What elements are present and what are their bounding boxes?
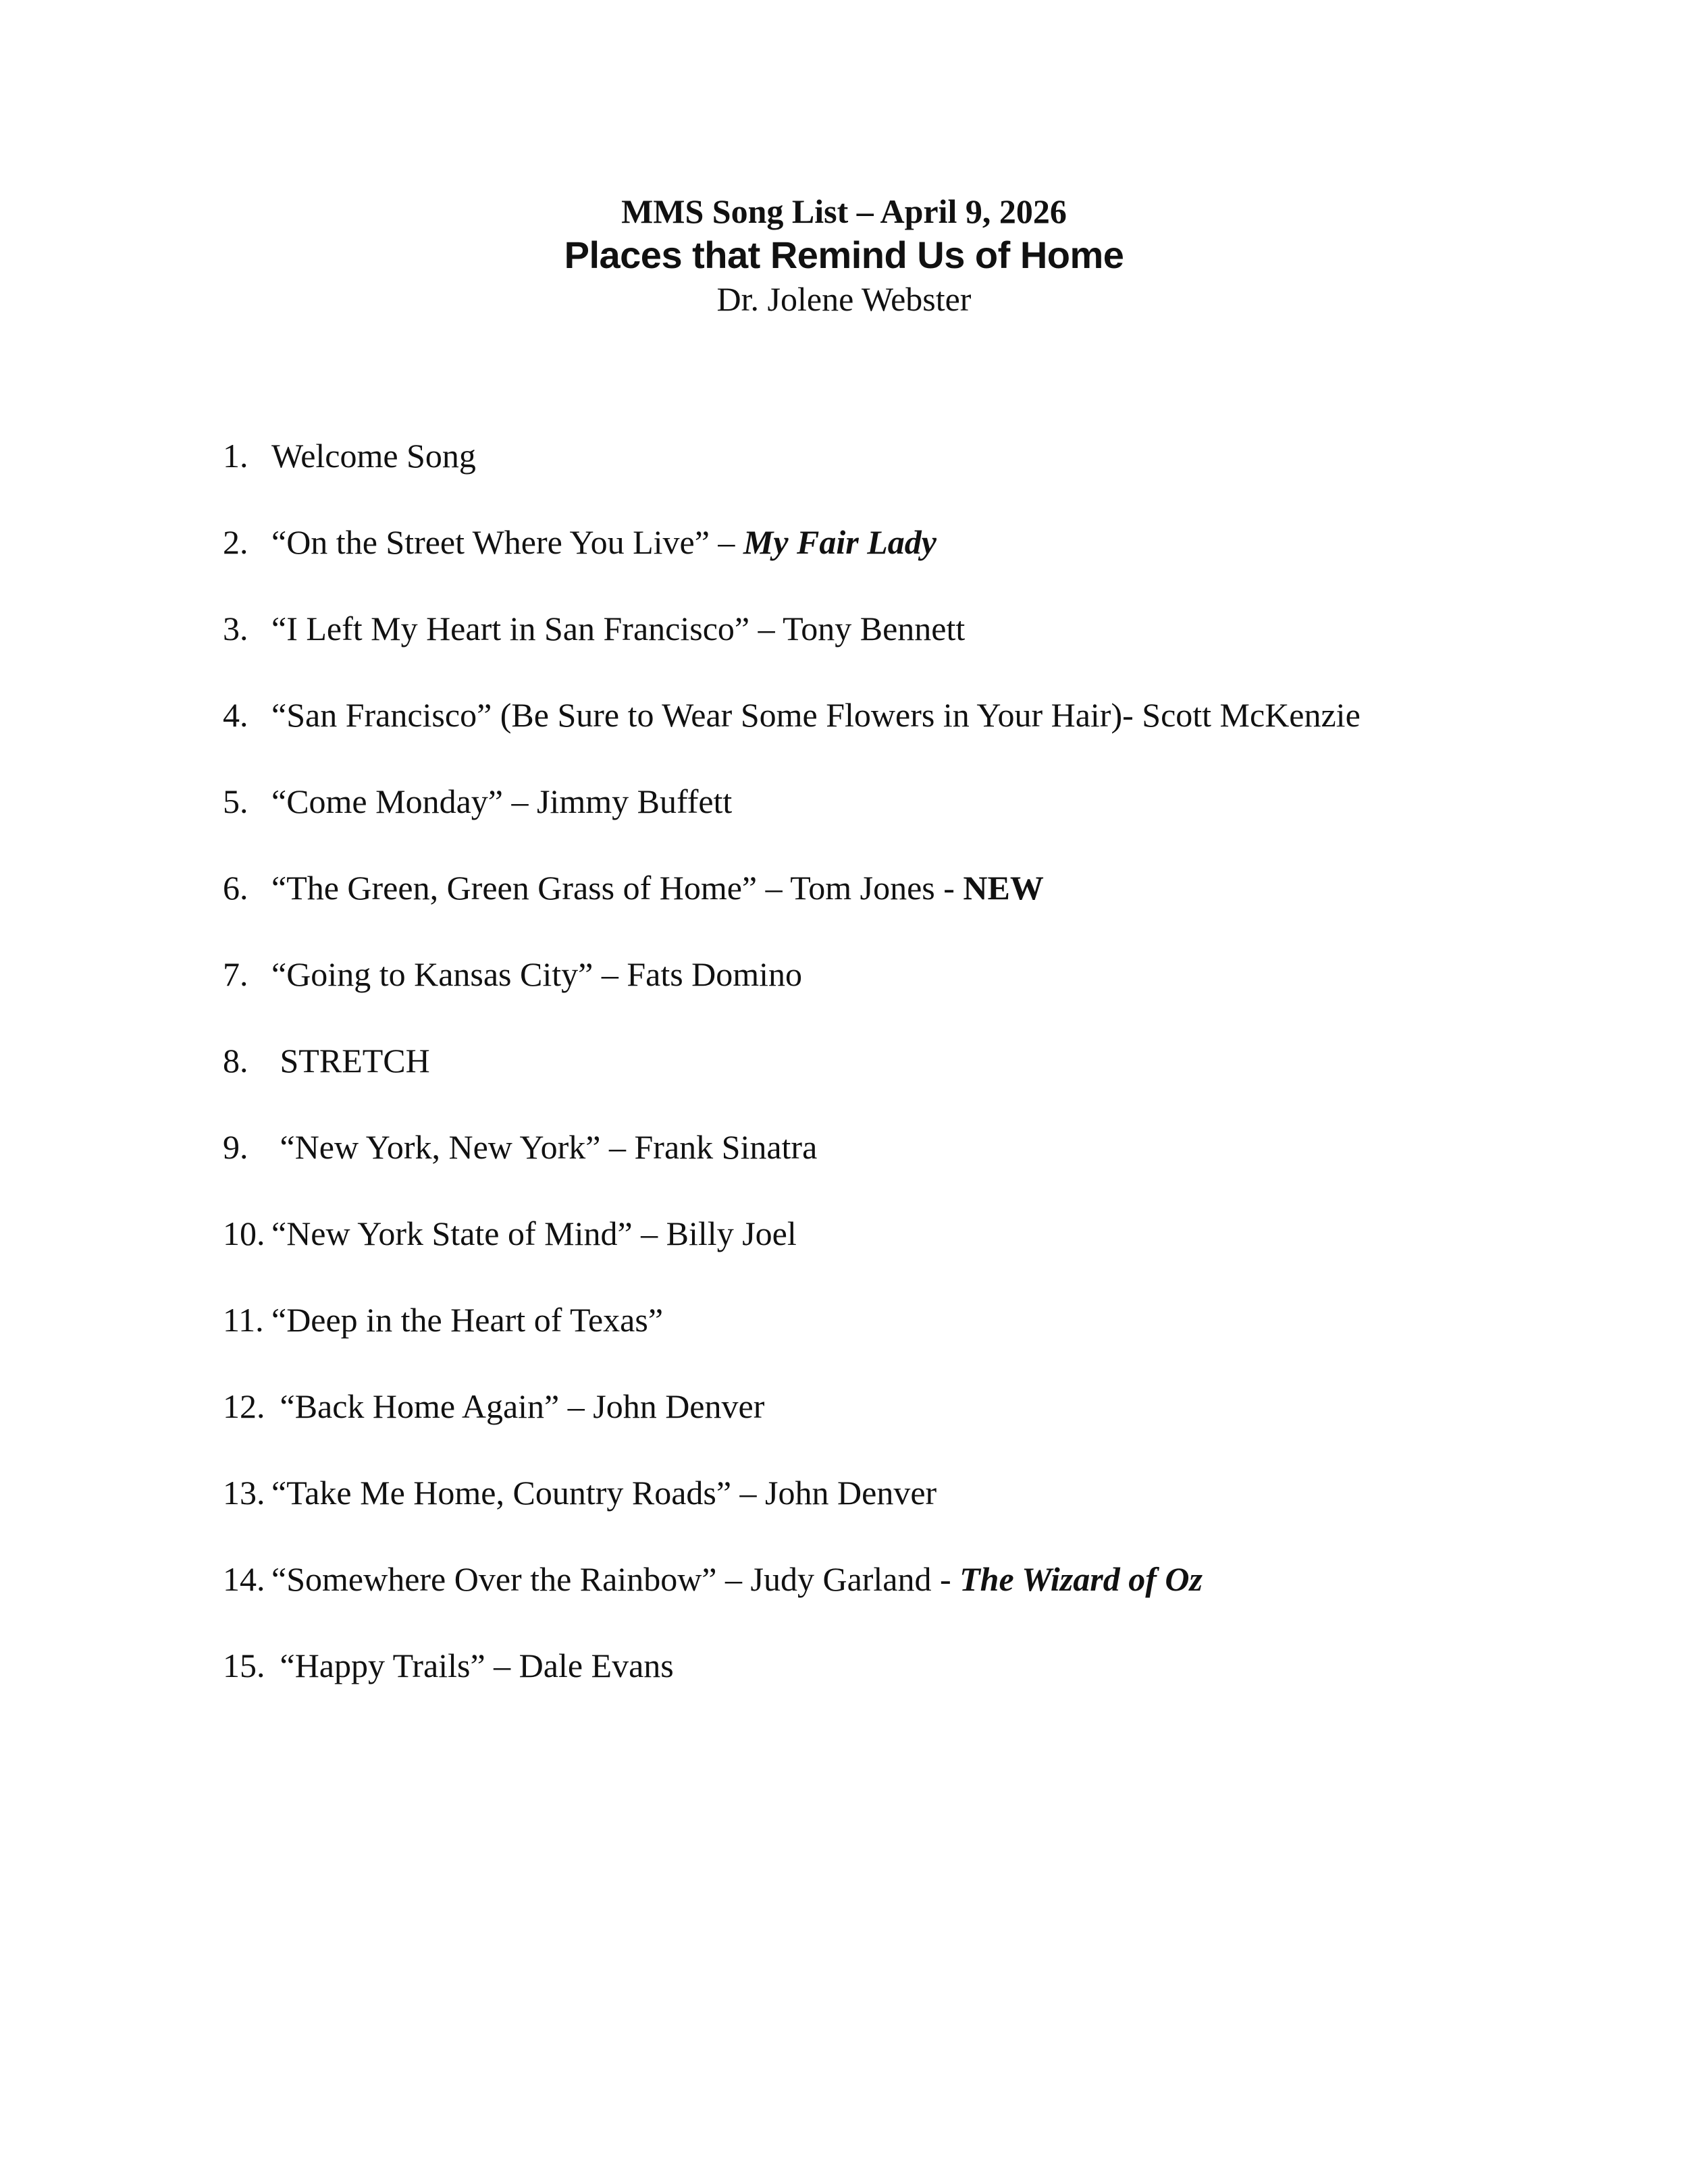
song-number: 3. [223, 610, 248, 647]
song-text [271, 608, 965, 649]
song-title-artist: “Somewhere Over the Rainbow” – Judy Garland - [271, 1560, 960, 1598]
song-number: 13. [223, 1474, 265, 1512]
list-item [223, 522, 1573, 608]
song-title-artist: “On the Street Where You Live” – [271, 523, 743, 561]
song-text [271, 781, 732, 822]
song-title-artist: “Take Me Home, Country Roads” – John Denver [271, 1474, 937, 1512]
list-item [223, 1645, 1573, 1732]
list-item [223, 1300, 1573, 1386]
song-text [271, 1213, 797, 1254]
song-text [271, 522, 937, 562]
list-item [223, 435, 1573, 522]
list-item [223, 1472, 1573, 1559]
list-item [223, 1213, 1573, 1300]
list-item [223, 781, 1573, 868]
song-number: 4. [223, 696, 248, 734]
song-number: 7. [223, 955, 248, 993]
song-title-artist: “Going to Kansas City” – Fats Domino [271, 955, 803, 993]
song-number: 2. [223, 523, 248, 561]
page-title: MMS Song List – April 9, 2026 [621, 192, 1067, 230]
song-number: 12. [223, 1387, 265, 1425]
source-title: The Wizard of Oz [959, 1560, 1203, 1598]
song-title-artist: STRETCH [271, 1042, 430, 1080]
song-text [271, 1559, 1203, 1599]
song-number: 14. [223, 1560, 265, 1598]
song-title-artist: “Back Home Again” – John Denver [271, 1387, 765, 1425]
song-text [271, 1300, 663, 1340]
song-title-artist: “Deep in the Heart of Texas” [271, 1301, 664, 1339]
list-item [223, 1559, 1573, 1645]
document-header [0, 190, 1688, 320]
song-text [271, 1645, 674, 1686]
list-item [223, 1040, 1573, 1127]
song-number: 11. [223, 1301, 264, 1339]
list-item [223, 954, 1573, 1040]
song-title-artist: “New York, New York” – Frank Sinatra [271, 1128, 818, 1166]
list-item [223, 1127, 1573, 1213]
source-title: My Fair Lady [743, 523, 937, 561]
song-title-artist: “New York State of Mind” – Billy Joel [271, 1215, 797, 1252]
page-author: Dr. Jolene Webster [716, 280, 972, 318]
song-number: 8. [223, 1042, 248, 1080]
list-item [223, 1386, 1573, 1472]
song-number: 10. [223, 1215, 265, 1252]
song-list [223, 435, 1573, 1732]
list-item [223, 695, 1573, 781]
song-text [271, 695, 1361, 735]
song-text [271, 868, 1044, 908]
song-number: 5. [223, 782, 248, 820]
new-badge: NEW [963, 869, 1044, 907]
song-title-artist: “Happy Trails” – Dale Evans [271, 1647, 674, 1684]
page-theme: Places that Remind Us of Home [564, 234, 1124, 276]
song-title-artist: “Come Monday” – Jimmy Buffett [271, 782, 733, 820]
song-text [271, 435, 476, 476]
song-title-artist: Welcome Song [271, 437, 476, 475]
song-number: 1. [223, 437, 248, 475]
song-number: 9. [223, 1128, 248, 1166]
song-text [271, 1127, 817, 1167]
song-number: 15. [223, 1647, 265, 1684]
song-number: 6. [223, 869, 248, 907]
song-title-artist: “I Left My Heart in San Francisco” – Tony Bennett [271, 610, 966, 647]
song-text [271, 1472, 937, 1513]
song-text [271, 954, 802, 994]
list-item [223, 608, 1573, 695]
song-title-artist: “San Francisco” (Be Sure to Wear Some Flowers in Your Hair)- Scott McKenzie [271, 696, 1361, 734]
list-item [223, 868, 1573, 954]
song-title-artist: “The Green, Green Grass of Home” – Tom Jones - [271, 869, 964, 907]
song-text [271, 1386, 764, 1427]
song-text [271, 1040, 430, 1081]
